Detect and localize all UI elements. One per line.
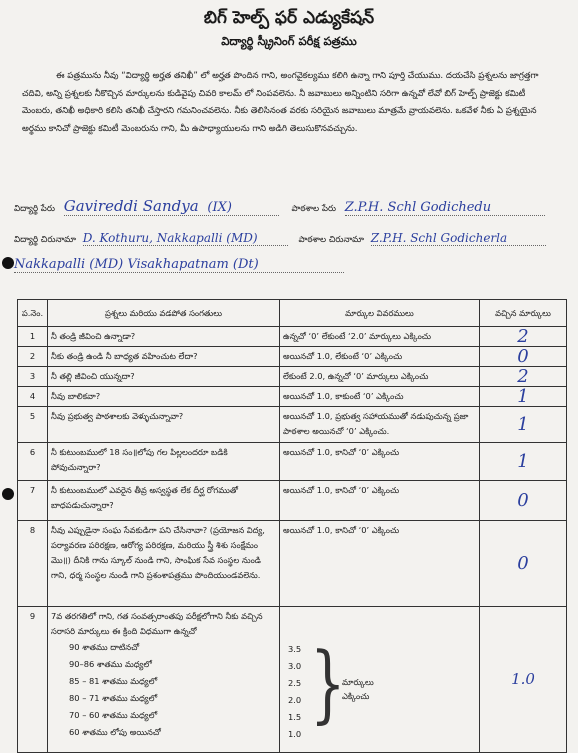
header-question: ప్రశ్నలు మరియు వడపోత సంగతులు (48, 300, 280, 327)
row-marks[interactable]: 1.0 (480, 607, 567, 753)
row-number: 6 (18, 443, 48, 481)
row-question: నీకు తండ్రి ఉండి నీ బాధ్యత వహించుట లేదా? (48, 347, 280, 367)
q9-mark-scale (288, 641, 301, 743)
row-details: ఉన్నచో ‘0’ లేకుంటే ‘2.0’ మార్కులు ఎక్కించు (280, 327, 480, 347)
row-question: నీ కుటుంబములో 18 సం॥లోపు గల పిల్లలందరూ బడికి పోవుచున్నారా? (48, 443, 280, 481)
row-question: నీవు బాలికవా? (48, 387, 280, 407)
q9-mark: 1.0 (288, 729, 302, 739)
q9-mark: 1.5 (288, 712, 302, 722)
q9-range: 85 – 81 శాతము మధ్యలో (69, 676, 158, 686)
q9-question-text: 7వ తరగతిలో గాని, గత సంవత్సరాంతపు పరీక్షలోగాని నీకు వచ్చిన సరాసరి మార్కులు ఈ క్రింది విధముగా ఉన్నచో (51, 611, 263, 636)
brace-symbol: } (310, 635, 346, 733)
row-details: అయినచో 1.0, లేకుంటే ‘0’ ఎక్కించు (280, 347, 480, 367)
table-row (18, 347, 567, 367)
school-address-label: పాఠశాల చిరునామా (298, 235, 364, 245)
q9-mark: 2.0 (288, 695, 302, 705)
address-row (14, 231, 574, 247)
q9-range: 90 శాతము దాటినచో (69, 642, 140, 652)
q9-mark: 3.5 (288, 644, 302, 654)
row-details: అయినచో 1.0, కాకుంటే ‘0’ ఎక్కించు (280, 387, 480, 407)
row-marks[interactable]: 1 (480, 387, 567, 407)
row-marks[interactable]: 0 (480, 481, 567, 521)
q9-range: 60 శాతము లోపు అయినచో (69, 727, 161, 737)
form-subtitle: విద్యార్థి స్క్రీనింగ్ పరీక్ష పత్రము (221, 34, 357, 48)
row-number: 5 (18, 407, 48, 443)
school-name-label: పాఠశాల పేరు (291, 204, 337, 214)
table-header-row (18, 300, 567, 327)
row-number: 3 (18, 367, 48, 387)
q9-range: 80 – 71 శాతము మధ్యలో (69, 693, 158, 703)
screening-table (17, 299, 567, 753)
q9-mark: 3.0 (288, 661, 302, 671)
row-marks[interactable]: 1 (480, 407, 567, 443)
row-number: 8 (18, 521, 48, 607)
table-row (18, 367, 567, 387)
row-marks[interactable]: 0 (480, 521, 567, 607)
form-title: బిగ్ హెల్ప్ ఫర్ ఎడ్యుకేషన్ (203, 8, 375, 28)
row-marks[interactable]: 0 (480, 347, 567, 367)
row-details: లేకుంటే 2.0, ఉన్నచో ‘0’ మార్కులు ఎక్కించు (280, 367, 480, 387)
row-number: 2 (18, 347, 48, 367)
row-marks[interactable]: 2 (480, 367, 567, 387)
table-row-q9 (18, 607, 567, 753)
school-address-value[interactable]: Z.P.H. Schl Godicherla (370, 231, 508, 245)
q9-range: 90–86 శాతము మధ్యలో (69, 659, 152, 669)
student-address-value[interactable]: D. Kothuru, Nakkapalli (MD) (82, 231, 258, 245)
header-sno: ప.నెం. (18, 300, 48, 327)
q9-details: మార్కులు ఎక్కించు (342, 677, 374, 701)
row-question (48, 607, 280, 753)
instructions-paragraph: ఈ పత్రమును నీవు “విద్యార్థి అర్హత తనిఖీ” లో అర్హత పొందిన గాని, అంగవైకల్యము కలిగి ఉన్నా గాని పూర్తి చేయుము. దయచేసి ప్రశ్నలను జాగ్రత్తగా చదివి, అన్ని ప్రశ్నలకు నీకొచ్చిన మార్కులను కుడివైపు చివరి కాలమ్ లో నింపవలెను. నీ జవాబులు అన్నింటిని సరిగా ఉన్నవో లేవో బిగ్ హెల్ప్ ప్రాజెక్టు కమిటీ మెంబరు, తనిఖీ అధికారి కలిసి తనిఖీ చేస్తారని గమనించవలెను. నీకు తెలిసినంత వరకు సరియైన జవాబులు మాత్రమే వ్రాయవలెను. ఒకవేళ నీకు ఏ ప్రశ్నయైన అర్థము కానిచో ప్రాజెక్టు కమిటీ మెంబరును గాని, మీ ఉపాధ్యాయులను గాని అడిగి తెలుసుకొనవచ్చును. (22, 71, 539, 134)
q9-range: 70 – 60 శాతము మధ్యలో (69, 710, 158, 720)
student-address-label: విద్యార్థి చిరునామా (14, 235, 76, 245)
q9-mark: 2.5 (288, 678, 302, 688)
table-row (18, 407, 567, 443)
class-value[interactable]: (IX) (207, 200, 232, 215)
table-row (18, 481, 567, 521)
punch-hole (2, 488, 14, 500)
row-question: నీవు ప్రభుత్వ పాఠశాలకు వెళ్ళుచున్నావా? (48, 407, 280, 443)
header-details: మార్కుల వివరములు (280, 300, 480, 327)
row-marks[interactable]: 1 (480, 443, 567, 481)
q9-ranges (51, 639, 276, 741)
table-row (18, 387, 567, 407)
student-name-label: విద్యార్థి పేరు (14, 204, 55, 214)
row-details: అయినచో 1.0, ప్రభుత్వ సహాయముతో నడుపుచున్న ప్రజా పాఠశాల అయినచో ‘0’ ఎక్కించు. (280, 407, 480, 443)
row-details: అయినచో 1.0, కానిచో ‘0’ ఎక్కించు (280, 481, 480, 521)
header-marks: వచ్చిన మార్కులు (480, 300, 567, 327)
table-row (18, 327, 567, 347)
table-row (18, 443, 567, 481)
address-continuation-row (14, 257, 434, 273)
row-details: అయినచో 1.0, కానిచో ‘0’ ఎక్కించు (280, 521, 480, 607)
row-details (280, 607, 480, 753)
row-question: నీవు ఎప్పుడైనా సంఘ సేవకుడిగా పని చేసినావా? (ప్రయోజన విద్య, పర్యావరణ పరిరక్షణ, ఆరోగ్య పరిరక్షణ, మరియు స్త్రీ శిశు సంక్షేమం మొ॥) దీనికి గాను స్కూల్ నుండి గాని, సాంఘిక సేవ సంస్థల నుండి గాని, ధర్మ సంస్థల నుండి గాని ప్రశంశాపత్రము పొందియుండవలెను. (48, 521, 280, 607)
table-row (18, 521, 567, 607)
row-details: అయినచో 1.0, కానిచో ‘0’ ఎక్కించు (280, 443, 480, 481)
row-number: 1 (18, 327, 48, 347)
row-number: 9 (18, 607, 48, 753)
punch-hole (2, 257, 14, 269)
name-row (14, 197, 574, 216)
row-number: 4 (18, 387, 48, 407)
address-continuation-value[interactable]: Nakkapalli (MD) Visakhapatnam (Dt) (14, 257, 259, 272)
row-number: 7 (18, 481, 48, 521)
row-question: నీ తల్లి జీవించి యున్నదా? (48, 367, 280, 387)
student-name-value[interactable]: Gavireddi Sandya (63, 197, 199, 215)
school-name-value[interactable]: Z.P.H. Schl Godichedu (344, 200, 492, 215)
row-marks[interactable]: 2 (480, 327, 567, 347)
row-question: నీ కుటుంబములో ఎవరైన తీవ్ర అస్వస్థత లేక దీర్ఘ రోగముతో బాధపడుచున్నారా? (48, 481, 280, 521)
row-question: నీ తండ్రి జీవించి ఉన్నాడా? (48, 327, 280, 347)
